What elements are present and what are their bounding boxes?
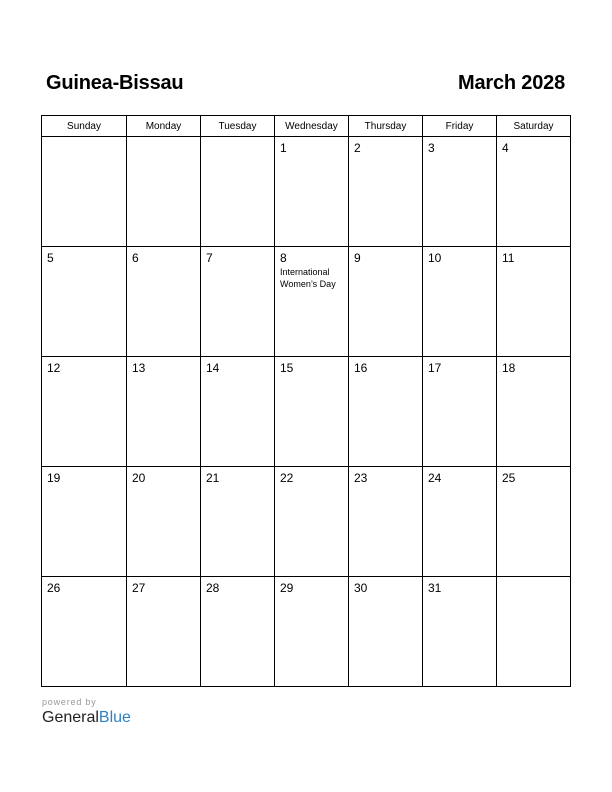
day-cell <box>497 137 571 247</box>
day-cell <box>349 247 423 357</box>
day-cell <box>127 247 201 357</box>
weekday-header-row <box>42 116 571 137</box>
day-cell <box>275 467 349 577</box>
day-number: 20 <box>132 471 146 485</box>
day-cell <box>127 577 201 687</box>
day-number: 2 <box>354 141 361 155</box>
day-cell <box>497 247 571 357</box>
day-cell <box>201 467 275 577</box>
day-cell <box>275 137 349 247</box>
day-cell <box>42 467 127 577</box>
day-number: 21 <box>206 471 220 485</box>
weekday-tuesday: Tuesday <box>201 116 275 137</box>
day-cell <box>349 577 423 687</box>
weekday-monday: Monday <box>127 116 201 137</box>
day-number: 10 <box>428 251 442 265</box>
day-cell <box>497 357 571 467</box>
weekday-thursday: Thursday <box>349 116 423 137</box>
day-number: 6 <box>132 251 139 265</box>
weekday-saturday: Saturday <box>497 116 571 137</box>
week-row <box>42 467 571 577</box>
country-title: Guinea-Bissau <box>46 72 184 94</box>
day-cell <box>275 577 349 687</box>
day-cell <box>42 137 127 247</box>
day-number: 25 <box>502 471 516 485</box>
day-number <box>127 137 200 142</box>
day-cell <box>423 357 497 467</box>
day-cell <box>423 137 497 247</box>
day-cell <box>42 247 127 357</box>
day-cell <box>349 137 423 247</box>
day-cell <box>349 357 423 467</box>
day-number: 13 <box>132 361 146 375</box>
day-number: 1 <box>280 141 287 155</box>
day-cell <box>497 577 571 687</box>
day-cell <box>423 247 497 357</box>
week-row <box>42 247 571 357</box>
day-cell <box>275 247 349 357</box>
day-number <box>42 137 126 142</box>
day-cell <box>275 357 349 467</box>
week-row <box>42 357 571 467</box>
week-row <box>42 577 571 687</box>
day-cell <box>42 357 127 467</box>
weekday-friday: Friday <box>423 116 497 137</box>
day-number: 24 <box>428 471 442 485</box>
brand-blue: Blue <box>98 709 131 726</box>
week-row <box>42 137 571 247</box>
day-number: 14 <box>206 361 220 375</box>
day-number: 3 <box>428 141 435 155</box>
day-cell <box>497 467 571 577</box>
day-number: 26 <box>47 581 61 595</box>
generalblue-logo <box>42 708 131 728</box>
day-cell <box>127 137 201 247</box>
day-cell <box>127 357 201 467</box>
day-number: 28 <box>206 581 220 595</box>
day-number: 19 <box>47 471 61 485</box>
powered-by-text: powered by <box>42 697 97 707</box>
weekday-sunday: Sunday <box>42 116 127 137</box>
day-cell <box>423 577 497 687</box>
day-cell <box>423 467 497 577</box>
day-number: 31 <box>428 581 442 595</box>
day-number: 29 <box>280 581 294 595</box>
day-number: 12 <box>47 361 61 375</box>
day-number: 4 <box>502 141 509 155</box>
brand-general: General <box>42 709 99 726</box>
day-number: 30 <box>354 581 368 595</box>
day-number: 11 <box>502 251 515 265</box>
day-number <box>201 137 274 142</box>
day-cell <box>201 577 275 687</box>
day-number: 5 <box>47 251 54 265</box>
day-number: 15 <box>280 361 294 375</box>
day-cell <box>201 247 275 357</box>
day-cell <box>127 467 201 577</box>
footer-branding <box>42 697 131 728</box>
day-cell <box>201 137 275 247</box>
day-number: 8 <box>280 251 287 265</box>
day-cell <box>201 357 275 467</box>
day-cell <box>349 467 423 577</box>
weekday-wednesday: Wednesday <box>275 116 349 137</box>
day-number: 22 <box>280 471 294 485</box>
day-number: 9 <box>354 251 361 265</box>
day-number: 27 <box>132 581 146 595</box>
day-number <box>497 577 570 582</box>
day-number: 16 <box>354 361 368 375</box>
holiday-label: International Women’s Day <box>280 267 336 289</box>
month-year-title: March 2028 <box>458 72 565 94</box>
day-number: 18 <box>502 361 516 375</box>
day-cell <box>42 577 127 687</box>
day-number: 7 <box>206 251 213 265</box>
day-number: 17 <box>428 361 442 375</box>
calendar-grid <box>41 115 571 687</box>
day-number: 23 <box>354 471 368 485</box>
